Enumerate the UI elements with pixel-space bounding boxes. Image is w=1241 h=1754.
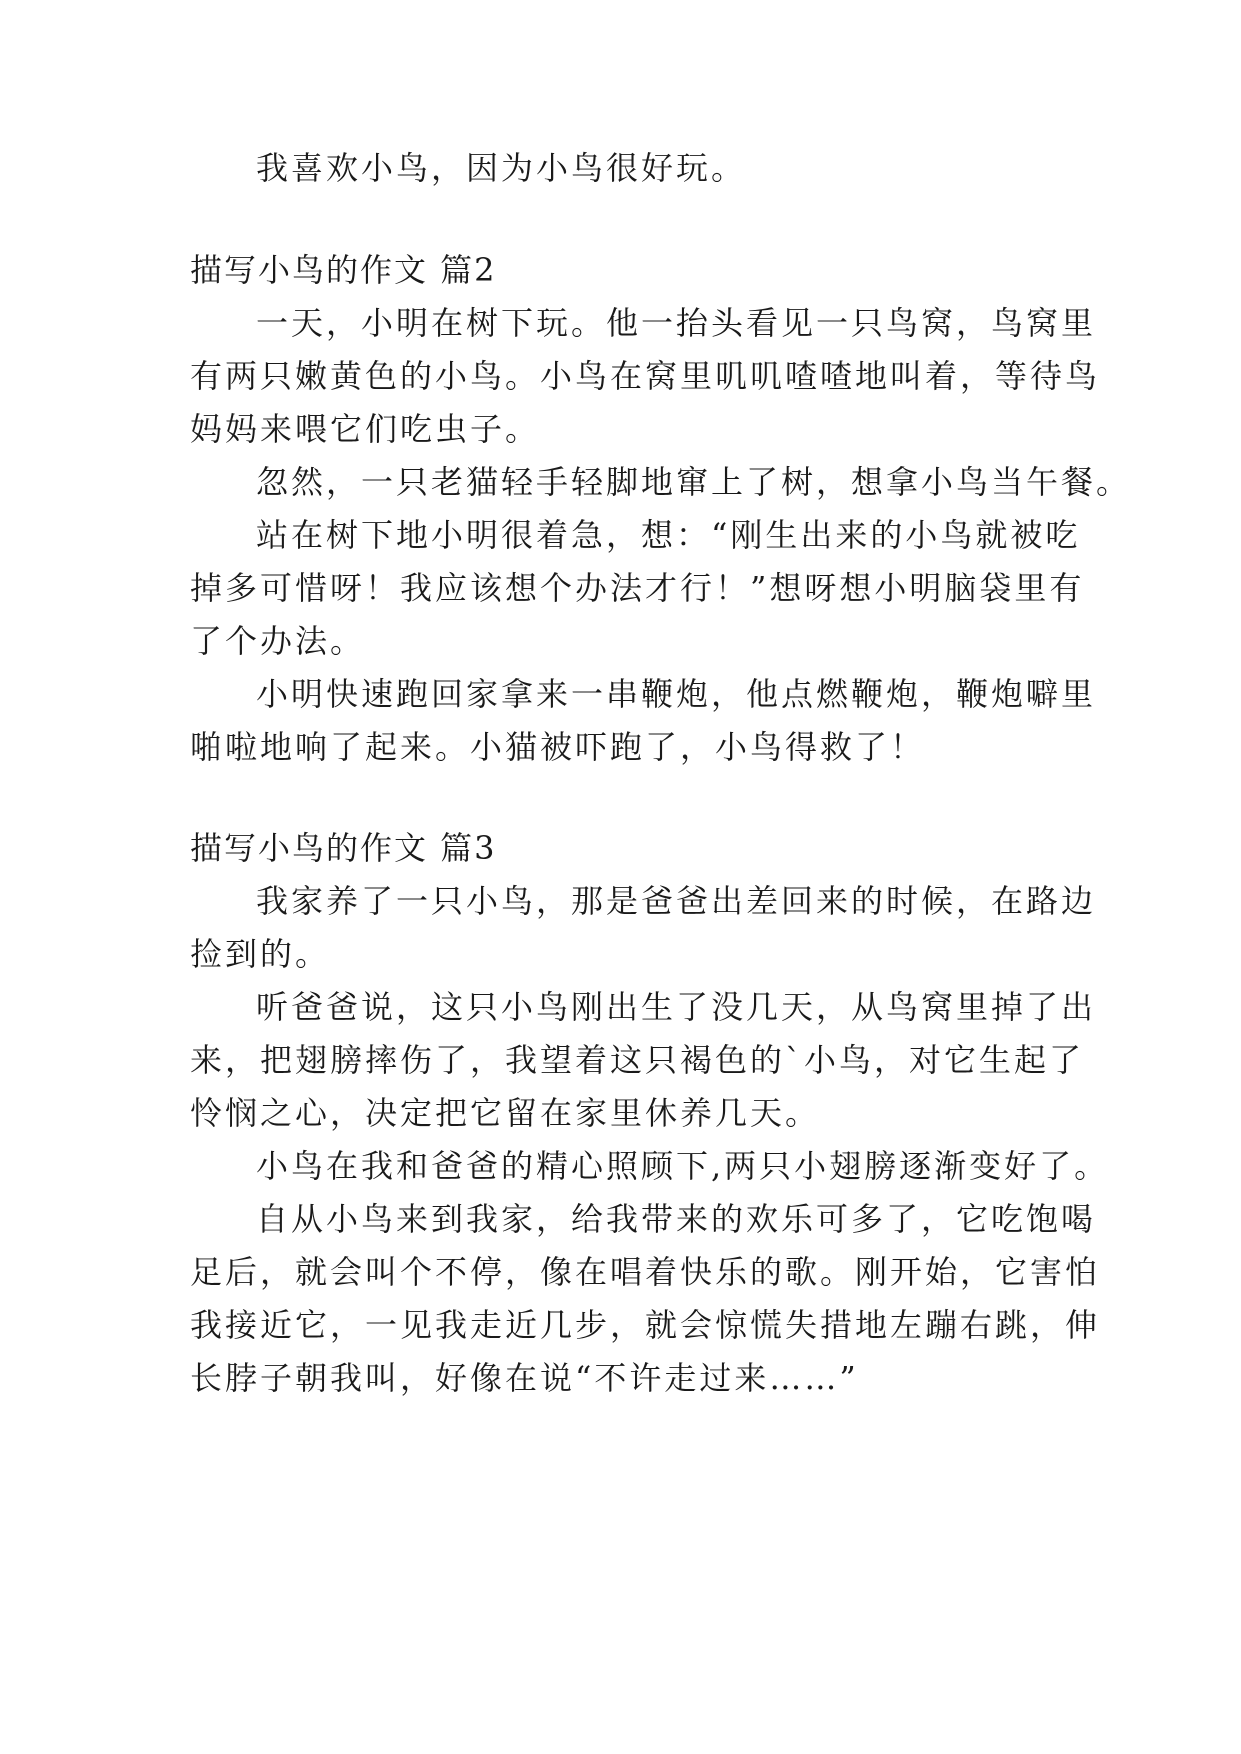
paragraph-line: 忽然，一只老猫轻手轻脚地窜上了树，想拿小鸟当午餐。 (256, 463, 1132, 501)
paragraph-line: 怜悯之心，决定把它留在家里休养几天。 (190, 1094, 821, 1132)
paragraph-line: 我接近它，一见我走近几步，就会惊慌失措地左蹦右跳，伸 (190, 1306, 1101, 1344)
paragraph-line: 啪啦地响了起来。小猫被吓跑了，小鸟得救了！ (190, 728, 926, 766)
paragraph-line: 有两只嫩黄色的小鸟。小鸟在窝里叽叽喳喳地叫着，等待鸟 (190, 357, 1101, 395)
paragraph-line: 掉多可惜呀！我应该想个办法才行！”想呀想小明脑袋里有 (190, 569, 1085, 607)
paragraph-line: 站在树下地小明很着急，想：“刚生出来的小鸟就被吃 (256, 516, 1081, 554)
paragraph-line: 我家养了一只小鸟，那是爸爸出差回来的时候，在路边 (256, 882, 1097, 920)
paragraph-line: 捡到的。 (190, 935, 331, 973)
paragraph-line: 长脖子朝我叫，好像在说“不许走过来……” (190, 1359, 859, 1397)
paragraph-line: 来，把翅膀摔伤了，我望着这只褐色的`小鸟，对它生起了 (190, 1041, 1085, 1079)
section-heading-3: 描写小鸟的作文 篇3 (190, 829, 497, 867)
paragraph-line: 小明快速跑回家拿来一串鞭炮，他点燃鞭炮，鞭炮噼里 (256, 675, 1097, 713)
paragraph-line: 自从小鸟来到我家，给我带来的欢乐可多了，它吃饱喝 (256, 1200, 1097, 1238)
paragraph-line: 妈妈来喂它们吃虫子。 (190, 410, 541, 448)
paragraph-line: 我喜欢小鸟，因为小鸟很好玩。 (256, 149, 747, 187)
paragraph-line: 足后，就会叫个不停，像在唱着快乐的歌。刚开始，它害怕 (190, 1253, 1101, 1291)
paragraph-line: 听爸爸说，这只小鸟刚出生了没几天，从鸟窝里掉了出 (256, 988, 1097, 1026)
section-heading-2: 描写小鸟的作文 篇2 (190, 251, 497, 289)
paragraph-line: 了个办法。 (190, 622, 366, 660)
paragraph-line: 小鸟在我和爸爸的精心照顾下,两只小翅膀逐渐变好了。 (256, 1147, 1110, 1185)
paragraph-line: 一天，小明在树下玩。他一抬头看见一只鸟窝，鸟窝里 (256, 304, 1097, 342)
